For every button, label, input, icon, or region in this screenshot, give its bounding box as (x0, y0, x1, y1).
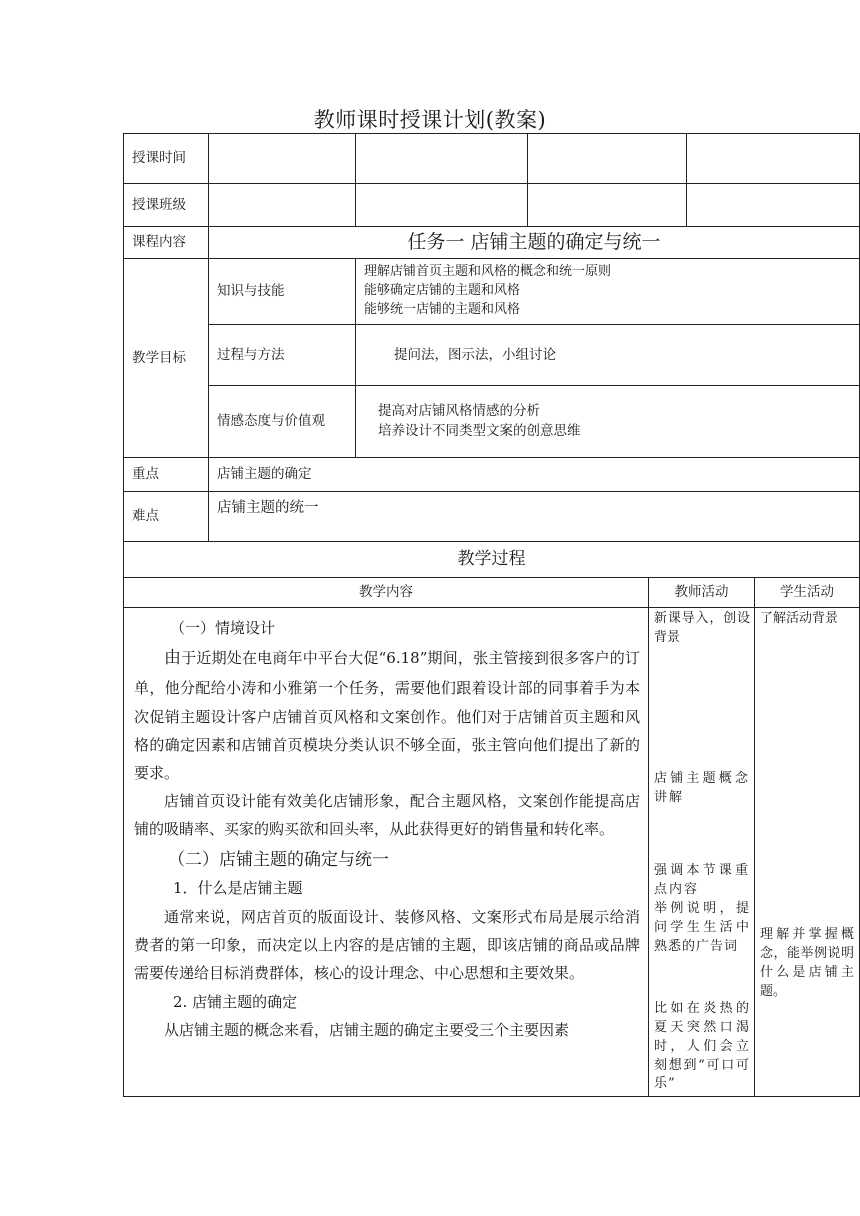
teacher-note: 店铺主题概念讲解 (654, 771, 750, 805)
difficult-row (124, 492, 860, 542)
process-label: 过程与方法 (209, 325, 356, 386)
subheading-1: 1．什么是店铺主题 (173, 879, 303, 898)
knowledge-item: 理解店铺首页主题和风格的概念和统一原则 (364, 264, 612, 280)
class-label: 授课班级 (124, 184, 209, 227)
time-cell-1[interactable] (209, 134, 356, 184)
process-title: 教学过程 (124, 542, 860, 578)
time-cell-4[interactable] (687, 134, 860, 184)
course-title: 任务一 店铺主题的确定与统一 (209, 227, 860, 259)
subheading-2: 2. 店铺主题的确定 (173, 992, 298, 1011)
process-title-row (124, 542, 860, 578)
process-body-row (124, 608, 860, 1097)
student-note: 了解活动背景 (760, 611, 839, 626)
knowledge-item: 能够统一店铺的主题和风格 (364, 301, 521, 317)
teacher-note: 比如在炎热的夏天突然口渴时，人们会立刻想到“可口可乐” (654, 1001, 750, 1092)
teacher-activities (649, 608, 755, 1097)
knowledge-items (356, 259, 860, 325)
difficult-point: 店铺主题的统一 (209, 492, 860, 542)
knowledge-item: 能够确定店铺的主题和风格 (364, 283, 521, 299)
content-label: 课程内容 (124, 227, 209, 259)
content-row (124, 227, 860, 259)
emotion-row (124, 386, 860, 458)
teacher-note: 举例说明，提问学生生活中熟悉的广告词 (654, 901, 750, 954)
section-heading-1: （一）情境设计 (170, 619, 276, 637)
section-heading-2: （二）店铺主题的确定与统一 (168, 849, 389, 870)
class-cell-2[interactable] (356, 184, 528, 227)
process-text: 提问法，图示法，小组讨论 (356, 325, 860, 386)
column-teacher: 教师活动 (649, 578, 755, 608)
paragraph-4: 从店铺主题的概念来看，店铺主题的确定主要受三个主要因素 (164, 1021, 570, 1040)
paragraph-3: 通常来说，网店首页的版面设计、装修风格、文案形式布局是展示给消费者的第一印象，而决定以上内容的是店铺的主题，即该店铺的商品或品牌需要传递给目标消费群体，核心的设计理念、中心思想和主要效果。 (134, 907, 640, 983)
emotion-item: 培养设计不同类型文案的创意思维 (378, 422, 581, 439)
class-cell-4[interactable] (687, 184, 860, 227)
emotion-label: 情感态度与价值观 (209, 386, 356, 458)
difficult-label: 难点 (124, 492, 209, 542)
teacher-note: 强调本节课重点内容 (654, 863, 750, 897)
key-label: 重点 (124, 458, 209, 492)
time-cell-2[interactable] (356, 134, 528, 184)
paragraph-1: 由于近期处在电商年中平台大促“6.18”期间，张主管接到很多客户的订单，他分配给小涛和小雅第一个任务，需要他们跟着设计部的同事着手为本次促销主题设计客户店铺首页风格和文案创作。他们对于店铺首页主题和风格的确定因素和店铺首页模块分类认识不够全面，张主管向他们提出了新的要求。 (134, 647, 640, 783)
class-row (124, 184, 860, 227)
time-label: 授课时间 (124, 134, 209, 184)
column-content: 教学内容 (124, 578, 649, 608)
time-cell-3[interactable] (528, 134, 687, 184)
class-cell-1[interactable] (209, 184, 356, 227)
student-note: 理解并掌握概念，能举例说明什么是店铺主题。 (760, 927, 854, 999)
student-activities (755, 608, 860, 1097)
emotion-item: 提高对店铺风格情感的分析 (378, 402, 540, 419)
key-row (124, 458, 860, 492)
process-row (124, 325, 860, 386)
teacher-note: 新课导入，创设背景 (654, 611, 750, 645)
key-point: 店铺主题的确定 (209, 458, 860, 492)
document-title: 教师课时授课计划(教案) (313, 108, 547, 132)
time-row (124, 134, 860, 184)
teaching-content (124, 608, 649, 1097)
column-header-row (124, 578, 860, 608)
paragraph-2: 店铺首页设计能有效美化店铺形象，配合主题风格，文案创作能提高店铺的吸睛率、买家的购买欲和回头率，从此获得更好的销售量和转化率。 (134, 792, 640, 839)
emotion-items (356, 386, 860, 458)
knowledge-label: 知识与技能 (209, 259, 356, 325)
column-student: 学生活动 (755, 578, 860, 608)
goals-label: 教学目标 (124, 259, 209, 458)
knowledge-row (124, 259, 860, 325)
class-cell-3[interactable] (528, 184, 687, 227)
lesson-plan-table (123, 133, 860, 1099)
